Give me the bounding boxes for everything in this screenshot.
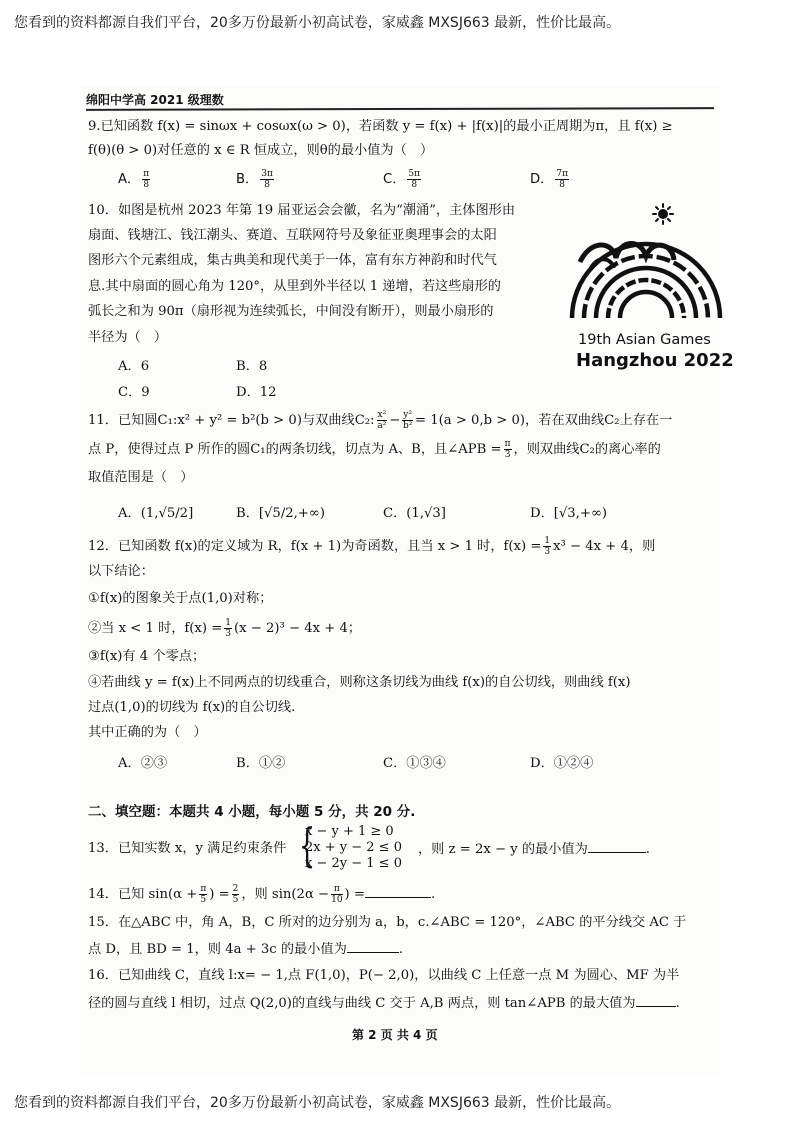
q15-line-2: 点 D，且 BD = 1，则 4a + 3c 的最小值为 .: [88, 942, 403, 957]
q13-constraint-2: 2x + y − 2 ≤ 0: [305, 840, 402, 855]
q9-option-d: D． $\frac{7\pi}{8}$: [530, 169, 568, 190]
q14-line: 14．已知 sin(α + $\frac{\pi}{5}$ ) = $\frac{2}{5}$ ，则 sin(2α − $\frac{\pi}{10}$ ) = .: [88, 884, 436, 905]
q11-option-c: C．(1,√3]: [383, 506, 446, 521]
q13-prefix: 13．已知实数 x，y 满足约束条件: [88, 841, 287, 856]
q12-option-c: C．①③④: [383, 756, 446, 771]
q10-line-6: 半径为（ ）: [88, 330, 168, 345]
q12-option-a: A．②③: [118, 756, 168, 771]
q13-answer-blank[interactable]: [588, 840, 646, 853]
q12-ask: 其中正确的为（ ）: [88, 725, 207, 740]
q10-line-4: 息.其中扇面的圆心角为 120°，从里到外半径以 1 递增，若这些扇形的: [88, 279, 501, 294]
page-header: 绵阳中学高 2021 级理数: [86, 93, 224, 107]
q12-statement-4b: 过点(1,0)的切线为 f(x)的自公切线.: [88, 700, 296, 715]
page-footer: 第 2 页 共 4 页: [352, 1028, 438, 1042]
section-2-heading: 二、填空题：本题共 4 小题，每小题 5 分，共 20 分.: [88, 804, 416, 820]
q16-line-1: 16．已知曲线 C，直线 l:x= − 1,点 F(1,0)，P(− 2,0)，以曲线 C 上任意一点 M 为圆心、MF 为半: [88, 968, 680, 983]
q12-statement-1: ①f(x)的图象关于点(1,0)对称；: [88, 591, 273, 606]
q16-line-2: 径的圆与直线 l 相切，过点 Q(2,0)的直线与曲线 C 交于 A,B 两点，则 tan∠APB 的最大值为 .: [88, 996, 680, 1011]
watermark-banner-top: 您看到的资料都源自我们平台，20多万份最新小初高试卷，家威鑫 MXSJ663 最新，性价比最高。: [14, 15, 621, 31]
q10-line-2: 扇面、钱塘江、钱江潮头、赛道、互联网符号及象征亚奥理事会的太阳: [88, 228, 497, 243]
q13-constraints: [305, 824, 402, 872]
q10-option-d: D．12: [236, 385, 277, 400]
q12-statement-4a: ④若曲线 y = f(x)上不同两点的切线重合，则称这条切线为曲线 f(x)的自公切线，则曲线 f(x): [88, 675, 631, 690]
q12-statement-3: ③f(x)有 4 个零点；: [88, 649, 206, 664]
q10-line-5: 弧长之和为 90π（扇形视为连续弧长，中间没有断开），则最小扇形的: [88, 304, 494, 319]
q9-option-a: A． $\frac{\pi}{8}$: [118, 169, 150, 190]
q9-line-2: f(θ)(θ > 0)对任意的 x ∈ R 恒成立，则θ的最小值为（ ）: [88, 143, 434, 158]
q11-line-2: 点 P，使得过点 P 所作的圆C₁的两条切线，切点为 A、B，且∠APB = $\frac{\pi}{3}$ ，则双曲线C₂的离心率的: [88, 439, 661, 460]
q10-line-3: 图形六个元素组成，集古典美和现代美于一体，富有东方神韵和时代气: [88, 253, 497, 268]
q15-answer-blank[interactable]: [347, 940, 399, 953]
watermark-banner-bottom: 您看到的资料都源自我们平台，20多万份最新小初高试卷，家威鑫 MXSJ663 最新，性价比最高。: [14, 1095, 621, 1111]
constraint-brace: {: [299, 818, 316, 872]
q10-option-a: A．6: [118, 359, 150, 374]
emblem-caption-line-1: 19th Asian Games: [578, 332, 711, 348]
q10-line-1: 10．如图是杭州 2023 年第 19 届亚运会会徽，名为“潮涌”，主体图形由: [88, 203, 516, 218]
q9-option-b: B． $\frac{3\pi}{8}$: [236, 169, 273, 190]
q12-option-b: B．①②: [236, 756, 286, 771]
emblem-caption-line-2: Hangzhou 2022: [576, 350, 734, 371]
q14-answer-blank[interactable]: [365, 885, 431, 898]
q10-option-b: B．8: [236, 359, 268, 374]
q11-option-a: A．(1,√5/2]: [118, 506, 194, 521]
q12-line-1: 12．已知函数 f(x)的定义域为 R，f(x + 1)为奇函数，且当 x > 1 时，f(x) = $\frac{1}{3}$ x³ − 4x + 4，则: [88, 536, 656, 557]
q13-suffix: ，则 z = 2x − y 的最小值为 .: [418, 842, 650, 857]
q13-constraint-3: x − 2y − 1 ≤ 0: [305, 856, 402, 871]
q13-constraint-1: x − y + 1 ≥ 0: [305, 824, 394, 839]
q11-option-b: B．[√5/2,+∞): [236, 506, 326, 521]
q9-option-c: C． $\frac{5\pi}{8}$: [383, 169, 421, 190]
q16-answer-blank[interactable]: [636, 994, 676, 1007]
q11-line-3: 取值范围是（ ）: [88, 470, 194, 485]
q11-option-d: D．[√3,+∞): [530, 506, 608, 521]
q11-line-1: 11．已知圆C₁:x² + y² = b²(b > 0)与双曲线C₂: $\frac{\text{x²}}{\text{a²}}$ − $\frac{\text{y²}}{\text{b²}}$ = 1(a > 0,b > 0)，若在双曲线C₂上存在一: [88, 410, 673, 431]
q9-line-1: 9.已知函数 f(x) = sinωx + cosωx(ω > 0)，若函数 y = f(x) + |f(x)|的最小正周期为π，且 f(x) ≥: [88, 119, 673, 134]
q12-line-2: 以下结论：: [88, 564, 154, 579]
q10-option-c: C．9: [118, 385, 150, 400]
q12-option-d: D．①②④: [530, 756, 594, 771]
q12-statement-2: ②当 x < 1 时，f(x) = $\frac{1}{3}$ (x − 2)³ − 4x + 4；: [88, 618, 362, 639]
q15-line-1: 15．在△ABC 中，角 A，B，C 所对的边分别为 a，b，c.∠ABC = 120°，∠ABC 的平分线交 AC 于: [88, 915, 687, 930]
